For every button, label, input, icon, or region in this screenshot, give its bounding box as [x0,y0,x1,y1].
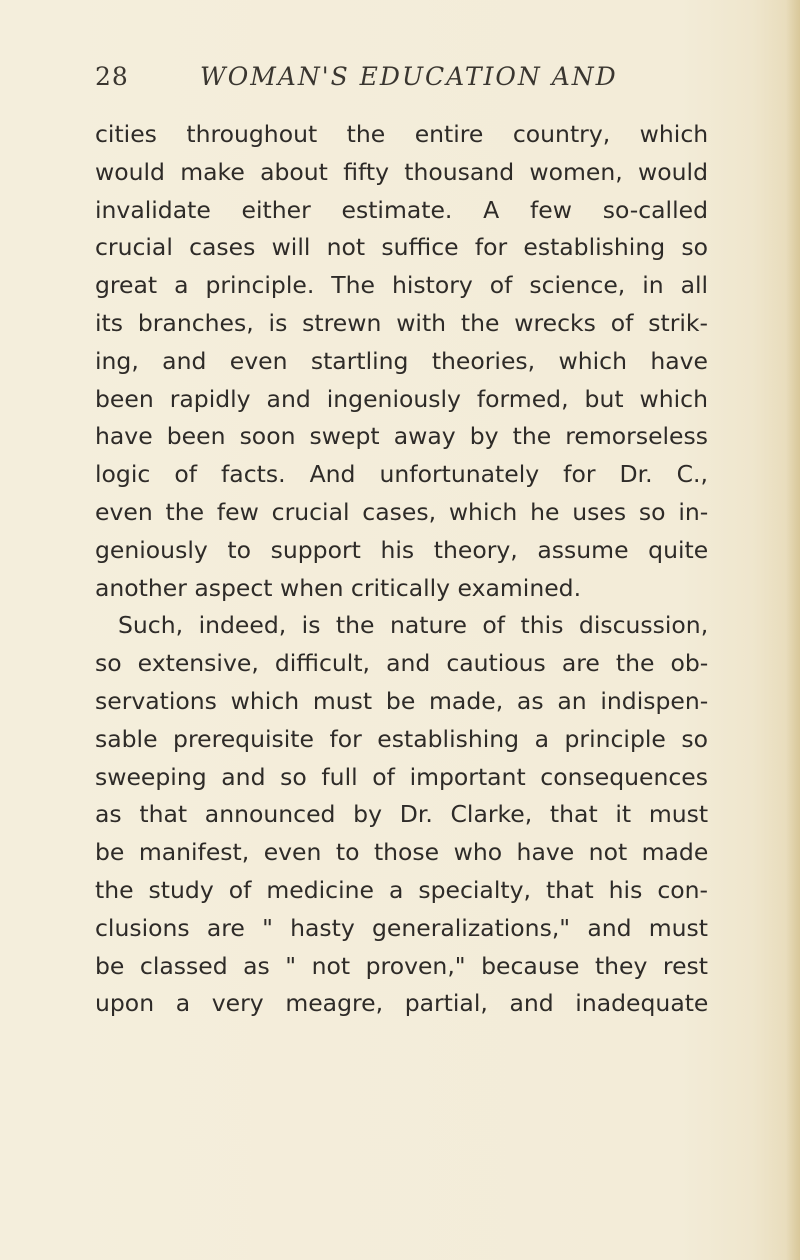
text-line: be manifest, even to those who have not made [95,838,709,867]
text-line: have been soon swept away by the remorseless [95,422,708,451]
text-line: geniously to support his theory, assume quite [95,535,709,564]
text-line: be classed as " not proven," because they rest [95,951,708,980]
running-head [0,62,800,96]
text-line: as that announced by Dr. Clarke, that it must [95,800,709,829]
running-title: WOMAN'S EDUCATION AND [200,62,618,91]
text-line: the study of medicine a specialty, that his con- [95,875,708,904]
body-text [95,116,708,1023]
text-line: clusions are " hasty generalizations," and must [95,913,708,942]
text-line: another aspect when critically examined. [95,573,582,602]
text-line: logic of facts. And unfortunately for Dr. C., [95,460,708,489]
text-line: crucial cases will not suffice for establishing so [95,233,708,262]
page-number: 28 [95,62,129,91]
text-line: been rapidly and ingeniously formed, but which [95,384,708,413]
text-line: cities throughout the entire country, which [95,120,709,148]
text-line: great a principle. The history of science, in all [95,271,709,300]
text-line: would make about fifty thousand women, would [95,157,708,186]
text-line: invalidate either estimate. A few so-called [95,195,708,224]
page-edge-shadow [786,0,800,1260]
text-line: sweeping and so full of important consequences [95,762,708,791]
text-line: servations which must be made, as an indispen- [95,686,709,715]
text-line: its branches, is strewn with the wrecks of strik- [95,308,708,337]
text-line: Such, indeed, is the nature of this discussion, [118,611,709,640]
text-line: upon a very meagre, partial, and inadequate [95,989,709,1018]
text-line: so extensive, difficult, and cautious are the ob- [95,649,709,678]
text-line: sable prerequisite for establishing a principle so [95,724,708,753]
text-line: even the few crucial cases, which he uses so in- [95,497,709,526]
text-line: ing, and even startling theories, which have [95,346,708,375]
